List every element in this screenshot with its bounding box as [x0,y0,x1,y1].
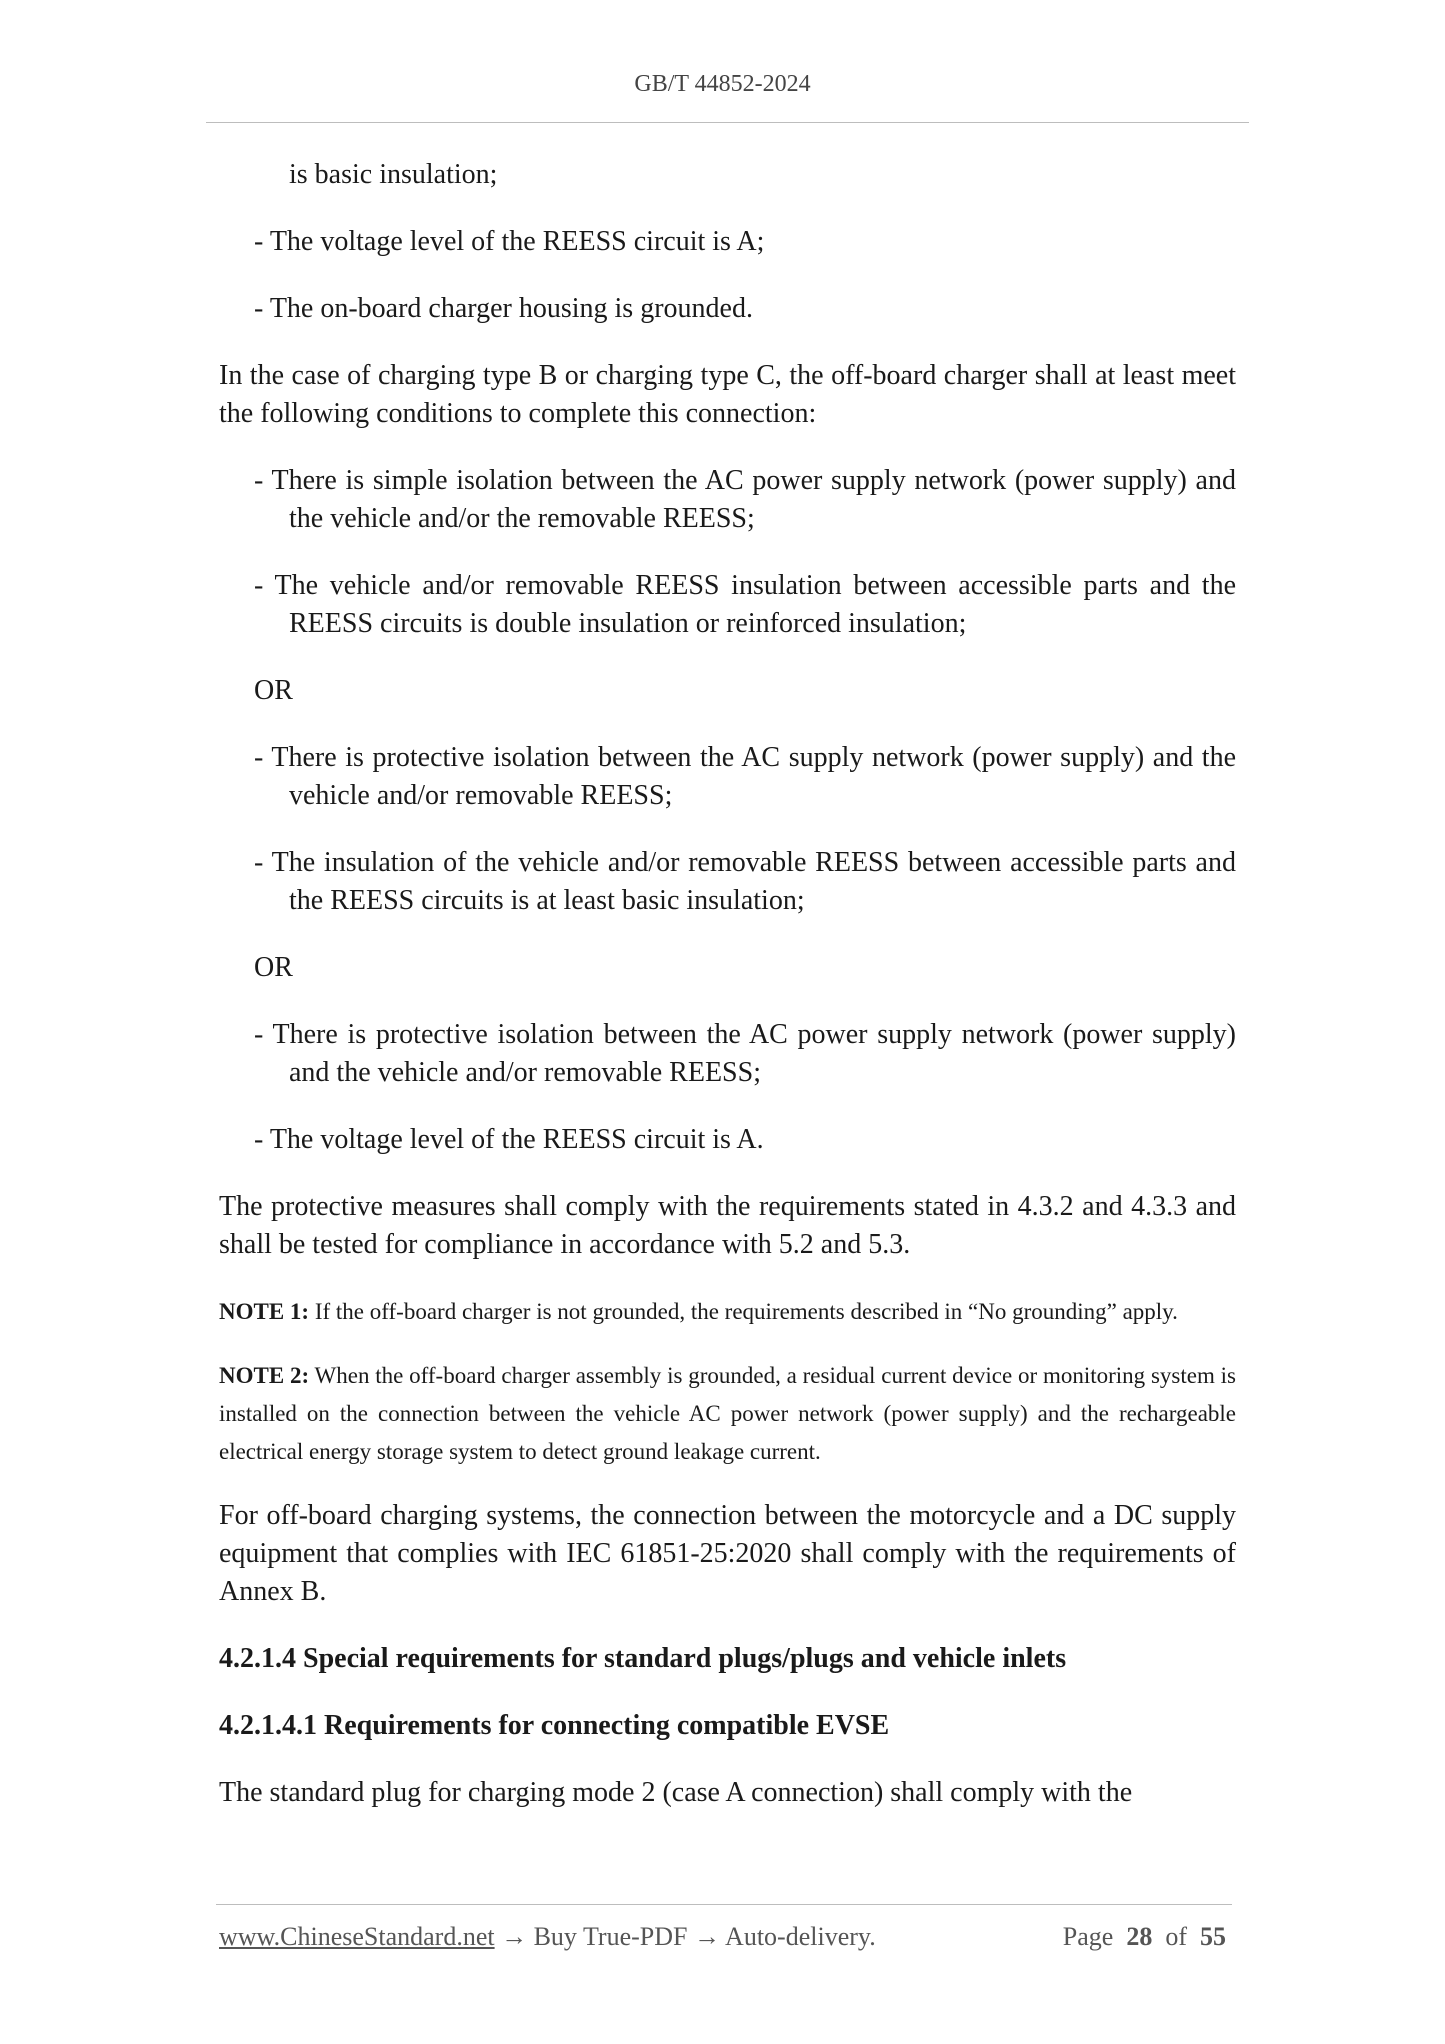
list-item: - The vehicle and/or removable REESS insulation between accessible parts and the REESS circuits is double insulation or reinforced insulation; [254,570,1236,639]
paragraph: The standard plug for charging mode 2 (case A connection) shall comply with the [219,1777,1133,1808]
footer-links [219,1922,876,1952]
page-number: 28 [1126,1922,1153,1951]
total-pages: 55 [1200,1922,1226,1951]
or-separator: OR [254,952,293,983]
list-item: - There is simple isolation between the AC power supply network (power supply) and the vehicle and/or the removable REESS; [254,465,1236,534]
header-divider [206,122,1249,123]
list-item: - The voltage level of the REESS circuit is A. [254,1124,764,1155]
subsection-heading: 4.2.1.4.1 Requirements for connecting compatible EVSE [219,1710,890,1741]
footer-text: → Buy True-PDF → Auto-delivery. [494,1922,876,1951]
note-1 [219,1293,1236,1331]
page-word: Page [1062,1922,1114,1951]
paragraph: For off-board charging systems, the connection between the motorcycle and a DC supply equipment that complies with IEC 61851-25:2020 shall comply with the requirements of Annex B. [219,1500,1236,1607]
note-text: When the off-board charger assembly is grounded, a residual current device or monitoring system is installed on the connection between the vehicle AC power network (power supply) and the rechargeable electrical energy storage system to detect ground leakage current. [219,1363,1236,1464]
list-item: - There is protective isolation between the AC supply network (power supply) and the vehicle and/or removable REESS; [254,742,1236,811]
note-label: NOTE 2: [219,1363,310,1388]
list-item: - The voltage level of the REESS circuit is A; [254,226,765,257]
or-separator: OR [254,675,293,706]
note-label: NOTE 1: [219,1299,310,1324]
paragraph: In the case of charging type B or charging type C, the off-board charger shall at least meet the following conditions to complete this connection: [219,360,1236,429]
page-content [219,156,1236,1841]
section-heading: 4.2.1.4 Special requirements for standard plugs/plugs and vehicle inlets [219,1643,1067,1674]
footer-divider [216,1904,1232,1905]
note-text: If the off-board charger is not grounded, the requirements described in “No grounding” apply. [309,1299,1178,1324]
of-word: of [1165,1922,1187,1951]
list-item: - There is protective isolation between the AC power supply network (power supply) and the vehicle and/or removable REESS; [254,1019,1236,1088]
list-item: - The insulation of the vehicle and/or removable REESS between accessible parts and the REESS circuits is at least basic insulation; [254,847,1236,916]
paragraph: The protective measures shall comply with the requirements stated in 4.3.2 and 4.3.3 and shall be tested for compliance in accordance with 5.2 and 5.3. [219,1191,1236,1260]
website-link[interactable]: www.ChineseStandard.net [219,1922,495,1951]
paragraph-continuation: is basic insulation; [289,159,498,190]
note-2 [219,1357,1236,1471]
document-header: GB/T 44852-2024 [634,71,811,97]
list-item: - The on-board charger housing is grounded. [254,293,753,324]
page-indicator [1063,1922,1226,1952]
